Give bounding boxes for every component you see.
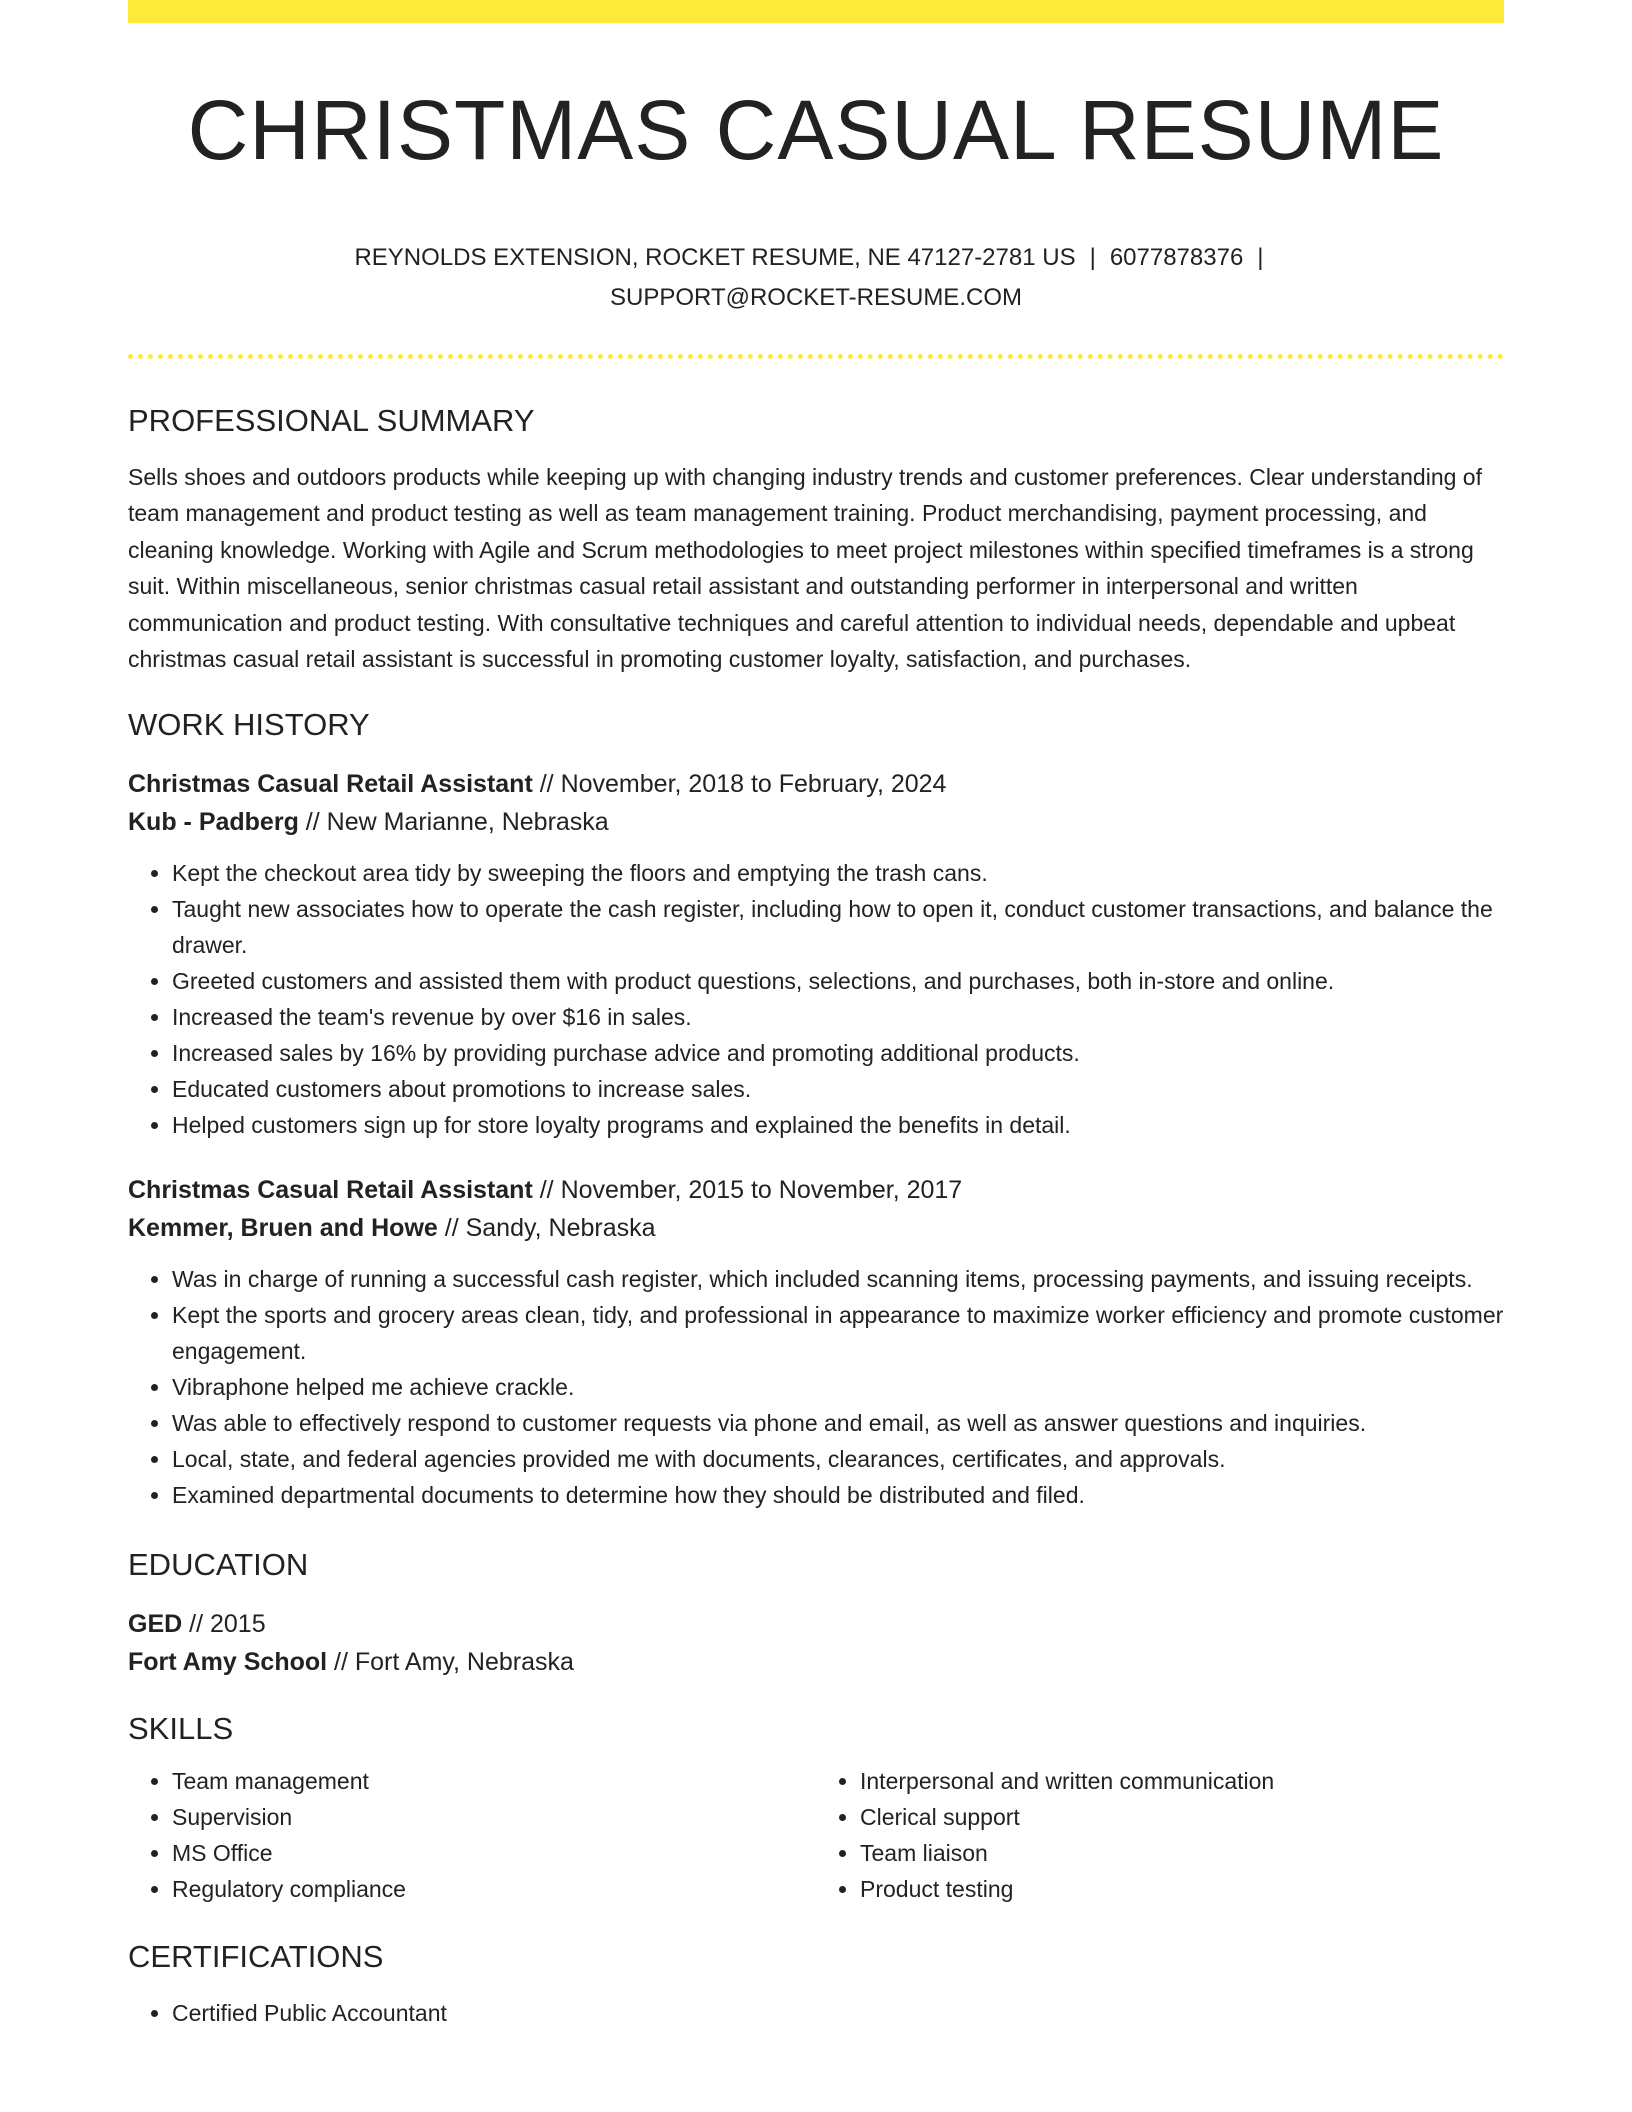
resume-content <box>128 0 1504 2031</box>
skill-item: • Clerical support <box>860 1799 1504 1835</box>
job-bullet: • Educated customers about promotions to increase sales. <box>172 1071 1504 1107</box>
skills-heading: SKILLS <box>128 1711 234 1747</box>
job-bullet: • Was able to effectively respond to customer requests via phone and email, as well as answer questions and inquiries. <box>172 1405 1504 1441</box>
job-location: // Sandy, Nebraska <box>444 1214 656 1243</box>
job-company-line <box>128 803 1504 841</box>
job-company: Kemmer, Bruen and Howe <box>128 1214 438 1243</box>
education-school: Fort Amy School <box>128 1648 328 1677</box>
contact-email: SUPPORT@ROCKET-RESUME.COM <box>610 284 1022 311</box>
contact-separator: | <box>1257 244 1264 271</box>
job-dates: // November, 2015 to November, 2017 <box>539 1176 963 1205</box>
certifications-list <box>128 1995 1504 2031</box>
job-entry <box>128 765 1504 1143</box>
job-title-line <box>128 765 1504 803</box>
job-bullet: • Helped customers sign up for store loyalty programs and explained the benefits in detail. <box>172 1107 1504 1143</box>
job-bullet: • Taught new associates how to operate the cash register, including how to open it, conduct customer transactions, and balance the drawer. <box>172 891 1504 963</box>
job-bullet: • Increased sales by 16% by providing purchase advice and promoting additional products. <box>172 1035 1504 1071</box>
skill-item: • Regulatory compliance <box>172 1871 816 1907</box>
skill-item: • Team management <box>172 1763 816 1799</box>
job-bullet: • Kept the sports and grocery areas clean, tidy, and professional in appearance to maximize worker efficiency and promote customer engagement. <box>172 1297 1504 1369</box>
job-dates: // November, 2018 to February, 2024 <box>539 770 947 799</box>
job-bullet: • Increased the team's revenue by over $16 in sales. <box>172 999 1504 1035</box>
skills-left-list <box>128 1763 816 1907</box>
contact-phone: 6077878376 <box>1109 244 1244 271</box>
education-year: // 2015 <box>189 1610 266 1639</box>
contact-address: REYNOLDS EXTENSION, ROCKET RESUME, NE 47127-2781 US <box>354 244 1076 271</box>
job-bullet: • Vibraphone helped me achieve crackle. <box>172 1369 1504 1405</box>
job-bullets <box>128 855 1504 1143</box>
skill-item: • MS Office <box>172 1835 816 1871</box>
contact-separator: | <box>1089 244 1096 271</box>
work-history-heading: WORK HISTORY <box>128 707 370 743</box>
skill-item: • Interpersonal and written communication <box>860 1763 1504 1799</box>
job-bullet: • Examined departmental documents to determine how they should be distributed and filed. <box>172 1477 1504 1513</box>
job-bullet: • Greeted customers and assisted them with product questions, selections, and purchases, both in-store and online. <box>172 963 1504 999</box>
job-bullet: • Was in charge of running a successful cash register, which included scanning items, processing payments, and issuing receipts. <box>172 1261 1504 1297</box>
summary-heading: PROFESSIONAL SUMMARY <box>128 403 535 438</box>
education-degree: GED <box>128 1610 183 1639</box>
skills-right-list <box>816 1763 1504 1907</box>
job-location: // New Marianne, Nebraska <box>305 808 609 837</box>
job-title-line <box>128 1171 1504 1209</box>
skills-columns <box>128 1763 1504 1907</box>
education-location: // Fort Amy, Nebraska <box>334 1648 574 1677</box>
job-bullet: • Kept the checkout area tidy by sweeping the floors and emptying the trash cans. <box>172 855 1504 891</box>
job-company: Kub - Padberg <box>128 808 299 837</box>
job-entry <box>128 1171 1504 1513</box>
job-bullet: • Local, state, and federal agencies provided me with documents, clearances, certificates, and approvals. <box>172 1441 1504 1477</box>
resume-title: CHRISTMAS CASUAL RESUME <box>187 83 1445 177</box>
job-company-line <box>128 1209 1504 1247</box>
education-school-line <box>128 1643 1504 1681</box>
education-entry <box>128 1605 1504 1681</box>
job-title: Christmas Casual Retail Assistant <box>128 770 533 799</box>
certifications-heading: CERTIFICATIONS <box>128 1939 384 1975</box>
summary-text: Sells shoes and outdoors products while keeping up with changing industry trends and customer preferences. Clear understanding of team management and product testing as well as team management training. Product merchandising, payment processing, and cleaning knowledge. Working with Agile and Scrum methodologies to meet project milestones within specified timeframes is a strong suit. Within miscellaneous, senior christmas casual retail assistant and outstanding performer in interpersonal and written communication and product testing. With consultative techniques and careful attention to individual needs, dependable and upbeat christmas casual retail assistant is successful in promoting customer loyalty, satisfaction, and purchases. <box>128 464 1482 673</box>
job-title: Christmas Casual Retail Assistant <box>128 1176 533 1205</box>
skill-item: • Team liaison <box>860 1835 1504 1871</box>
skill-item: • Product testing <box>860 1871 1504 1907</box>
certification-item: • Certified Public Accountant <box>172 1995 1504 2031</box>
skill-item: • Supervision <box>172 1799 816 1835</box>
education-heading: EDUCATION <box>128 1547 309 1583</box>
contact-info <box>128 238 1504 318</box>
education-degree-line <box>128 1605 1504 1643</box>
certifications-section <box>128 1995 1504 2031</box>
job-bullets <box>128 1261 1504 1513</box>
dotted-divider <box>128 354 1504 359</box>
